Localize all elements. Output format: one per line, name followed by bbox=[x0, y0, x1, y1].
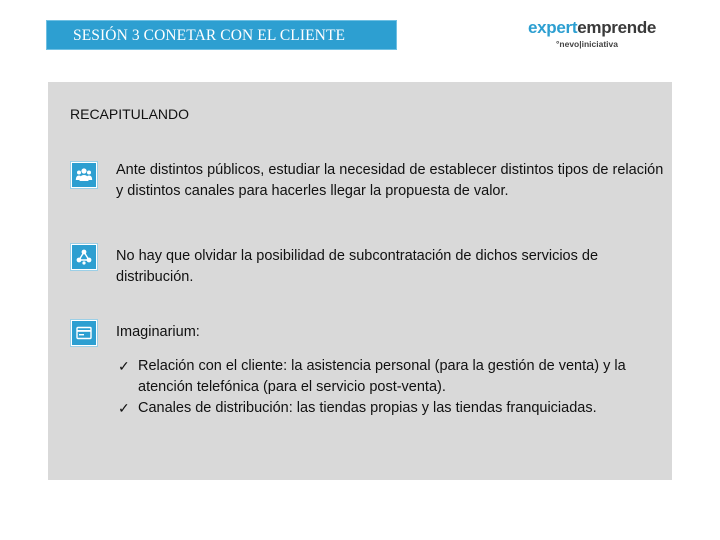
logo-brand-part1: expert bbox=[528, 18, 578, 37]
expertemprende-logo bbox=[528, 18, 668, 52]
recap-item-text: No hay que olvidar la posibilidad de subcontratación de dichos servicios de distribución. bbox=[116, 248, 599, 285]
list-item-text: Canales de distribución: las tiendas propias y las tiendas franquiciadas. bbox=[138, 400, 597, 416]
list-item-text: Relación con el cliente: la asistencia personal (para la gestión de venta) y la atención telefónica (para el servicio post-venta). bbox=[138, 358, 626, 395]
list-item bbox=[116, 398, 668, 419]
people-icon bbox=[71, 162, 97, 188]
panel-title: RECAPITULANDO bbox=[70, 106, 190, 122]
logo-tagline: °nevo|iniciativa bbox=[556, 39, 618, 49]
logo-brand bbox=[528, 18, 656, 38]
card-icon bbox=[71, 320, 97, 346]
session-header-bar bbox=[46, 20, 397, 50]
logo-brand-part2: emprende bbox=[577, 18, 657, 37]
imaginarium-checklist bbox=[116, 356, 668, 419]
recap-item-text: Imaginarium: bbox=[116, 324, 200, 340]
check-icon: ✓ bbox=[118, 400, 130, 416]
check-icon: ✓ bbox=[118, 358, 130, 374]
recap-panel bbox=[48, 82, 672, 480]
recap-item-text: Ante distintos públicos, estudiar la necesidad de establecer distintos tipos de relación y distintos canales para hacerles llegar la propuesta de valor. bbox=[116, 162, 664, 199]
network-icon bbox=[71, 244, 97, 270]
list-item bbox=[116, 356, 668, 398]
session-title: SESIÓN 3 CONETAR CON EL CLIENTE bbox=[73, 27, 346, 44]
